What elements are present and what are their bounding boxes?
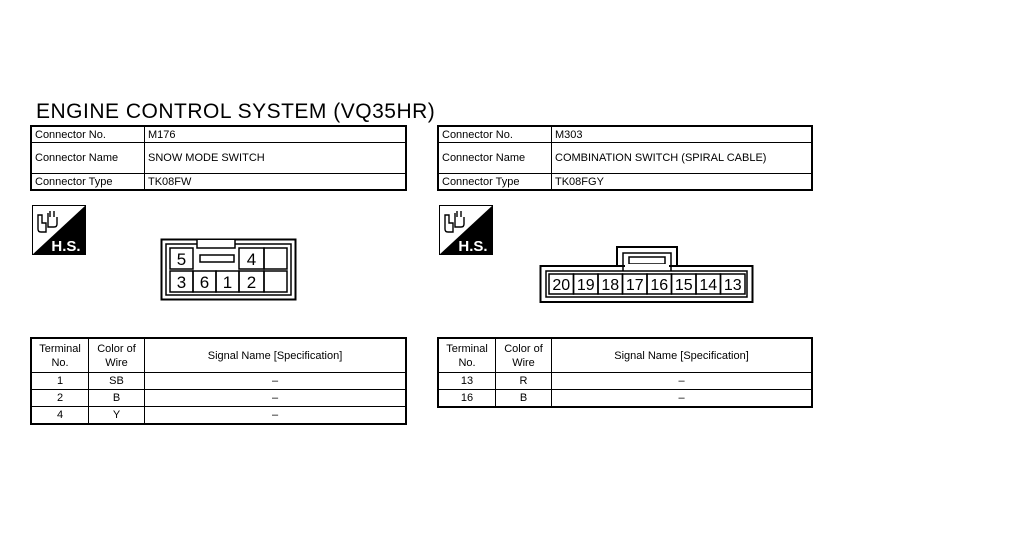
connector-face-m176 — [160, 238, 298, 302]
wire-color-cell: Y — [89, 407, 145, 425]
terminal-table-m303 — [437, 337, 813, 408]
terminal-cell: 2 — [31, 390, 89, 407]
signal-cell: – — [145, 407, 407, 425]
pin-label: 3 — [176, 273, 187, 292]
signal-cell: – — [552, 373, 813, 390]
hs-label: H.S. — [51, 238, 81, 255]
table-row — [438, 373, 812, 390]
pin-label: 19 — [576, 277, 595, 294]
table-row — [31, 407, 406, 425]
connector-name-label: Connector Name — [31, 143, 145, 174]
harness-side-icon — [439, 205, 493, 255]
connector-no-label: Connector No. — [31, 126, 145, 143]
table-row — [31, 390, 406, 407]
connector-no-value: M303 — [552, 126, 813, 143]
pin-label: 15 — [674, 277, 693, 294]
wire-color-cell: SB — [89, 373, 145, 390]
connector-type-label: Connector Type — [31, 174, 145, 191]
pin-label: 6 — [199, 273, 210, 292]
connector-no-value: M176 — [145, 126, 407, 143]
signal-name-header: Signal Name [Specification] — [552, 338, 813, 373]
connector-face-m303 — [539, 242, 755, 304]
pin-label: 20 — [552, 277, 571, 294]
table-row — [31, 373, 406, 390]
connector-type-value: TK08FW — [145, 174, 407, 191]
harness-side-icon — [32, 205, 86, 255]
pin-label: 2 — [246, 273, 257, 292]
terminal-cell: 16 — [438, 390, 496, 408]
connector-name-value: COMBINATION SWITCH (SPIRAL CABLE) — [552, 143, 813, 174]
signal-name-header: Signal Name [Specification] — [145, 338, 407, 373]
terminal-cell: 1 — [31, 373, 89, 390]
connector-no-label: Connector No. — [438, 126, 552, 143]
connector-type-label: Connector Type — [438, 174, 552, 191]
wire-color-cell: B — [89, 390, 145, 407]
connector-name-value: SNOW MODE SWITCH — [145, 143, 407, 174]
wire-color-cell: B — [496, 390, 552, 408]
pin-label: 5 — [176, 250, 187, 269]
pin-label: 16 — [650, 277, 669, 294]
terminal-table-m176 — [30, 337, 407, 425]
wire-color-cell: R — [496, 373, 552, 390]
signal-cell: – — [552, 390, 813, 408]
hs-label: H.S. — [458, 238, 488, 255]
terminal-no-header: Terminal No. — [438, 338, 496, 373]
connector-info-table-m303 — [437, 125, 813, 191]
pin-label: 17 — [625, 277, 644, 294]
table-row — [438, 390, 812, 408]
signal-cell: – — [145, 390, 407, 407]
connector-type-value: TK08FGY — [552, 174, 813, 191]
pin-label: 18 — [601, 277, 620, 294]
pin-label: 4 — [246, 250, 257, 269]
page-title: ENGINE CONTROL SYSTEM (VQ35HR) — [36, 100, 436, 123]
terminal-cell: 13 — [438, 373, 496, 390]
connector-info-table-m176 — [30, 125, 407, 191]
pin-label: 13 — [723, 277, 742, 294]
pin-label: 14 — [699, 277, 718, 294]
signal-cell: – — [145, 373, 407, 390]
color-of-wire-header: Color of Wire — [496, 338, 552, 373]
terminal-no-header: Terminal No. — [31, 338, 89, 373]
pin-label: 1 — [222, 273, 233, 292]
color-of-wire-header: Color of Wire — [89, 338, 145, 373]
connector-name-label: Connector Name — [438, 143, 552, 174]
terminal-cell: 4 — [31, 407, 89, 425]
